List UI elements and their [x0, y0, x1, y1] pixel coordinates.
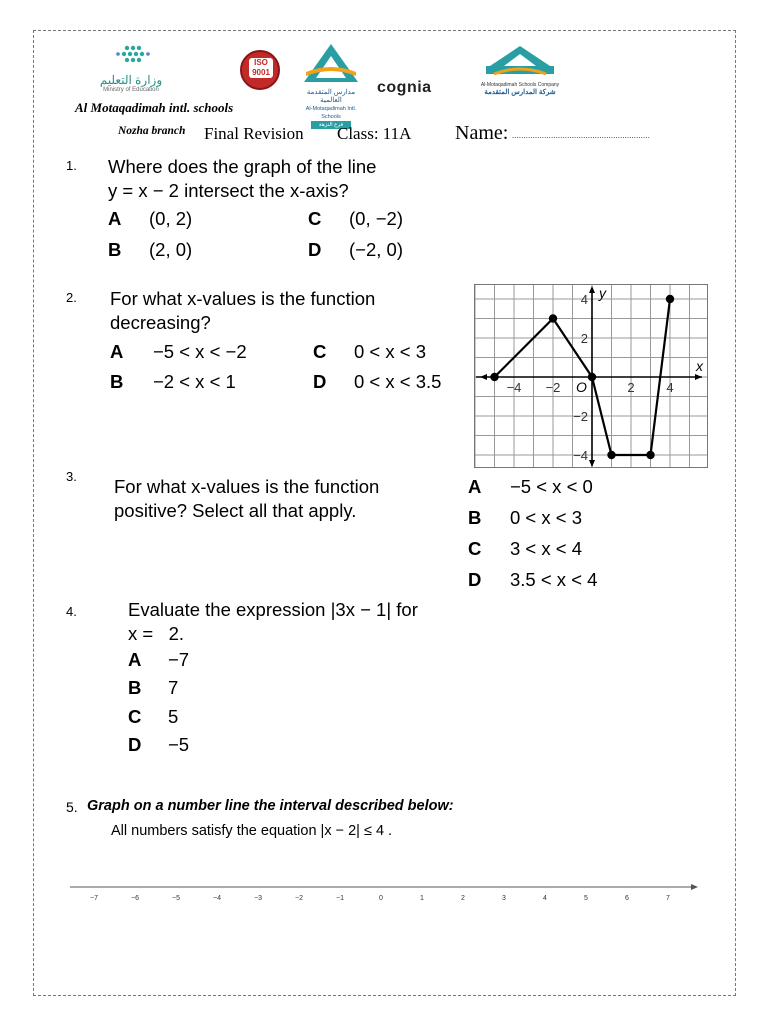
graph-point — [490, 373, 498, 381]
option-letter: D — [308, 239, 322, 260]
ministry-dots-icon — [96, 44, 166, 68]
y-axis-arrow-icon — [589, 460, 595, 467]
option-text: (2, 0) — [149, 239, 193, 260]
q3-option-c[interactable] — [468, 538, 582, 560]
option-text: (0, −2) — [349, 208, 403, 229]
x-axis-arrow-icon — [695, 374, 702, 380]
number-line-tick-label: 1 — [420, 895, 424, 902]
option-text: −5 — [168, 734, 190, 755]
q2-option-b[interactable] — [110, 371, 236, 393]
school-triangle-icon — [296, 42, 366, 84]
number-line-tick-label: −6 — [131, 895, 139, 902]
q3-option-b[interactable] — [468, 507, 582, 529]
option-letter: D — [128, 734, 142, 755]
name-label: Name: — [455, 122, 509, 144]
company-name-en: Al-Motaqadimah Schools Company — [480, 82, 560, 88]
q3-line2: positive? Select all that apply. — [114, 500, 357, 521]
q3-text — [114, 475, 379, 523]
option-text: 3 < x < 4 — [510, 538, 582, 559]
q3-option-d[interactable] — [468, 569, 598, 591]
q4-line2: x = 2. — [128, 623, 185, 644]
option-letter: C — [468, 538, 482, 559]
option-text: 0 < x < 3.5 — [354, 371, 442, 392]
option-letter: A — [108, 208, 122, 229]
number-line-tick-label: 5 — [584, 895, 588, 902]
q4-line1: Evaluate the expression |3x − 1| for — [128, 599, 418, 620]
iso-text: ISO — [254, 58, 268, 67]
number-line-tick-label: 7 — [666, 895, 670, 902]
x-tick-label: 2 — [627, 380, 635, 395]
cognia-logo: cognia — [377, 79, 432, 96]
number-line-tick-label: 2 — [461, 895, 465, 902]
function-graph — [474, 284, 708, 468]
option-letter: A — [468, 476, 482, 497]
q2-line1: For what x-values is the function — [110, 288, 376, 309]
number-line-tick-label: −3 — [254, 895, 262, 902]
y-tick-label: 4 — [580, 292, 588, 307]
y-tick-label: −4 — [573, 448, 588, 463]
graph-point — [588, 373, 596, 381]
q4-option-d[interactable] — [128, 734, 190, 756]
school-logo-ar: مدارس المتقدمة العالمية — [306, 89, 356, 104]
number-line-tick-label: −1 — [336, 895, 344, 902]
origin-label: O — [576, 379, 587, 395]
q1-option-c[interactable] — [308, 208, 403, 230]
option-text: −5 < x < −2 — [153, 341, 247, 362]
number-line-tick-label: −5 — [172, 895, 180, 902]
q5-number: 5. — [66, 799, 78, 815]
school-logo — [296, 42, 366, 128]
x-tick-label: 4 — [666, 380, 674, 395]
class-label: Class: 11A — [337, 124, 412, 143]
q5-statement: All numbers satisfy the equation |x − 2| ≤ 4 . — [111, 823, 393, 839]
number-line-tick-label: 6 — [625, 895, 629, 902]
number-line-tick-label: 4 — [543, 895, 547, 902]
ministry-name-en: Ministry of Education — [103, 87, 159, 93]
graph-point — [646, 451, 654, 459]
q4-option-b[interactable] — [128, 677, 179, 699]
q2-option-a[interactable] — [110, 341, 247, 363]
x-axis-label: x — [696, 358, 703, 374]
q3-number: 3. — [66, 469, 77, 484]
graph-point — [666, 295, 674, 303]
option-text: 0 < x < 3 — [510, 507, 582, 528]
graph-point — [549, 314, 557, 322]
y-tick-label: 2 — [580, 331, 588, 346]
option-text: −7 — [168, 649, 190, 670]
document-title: Final Revision — [204, 124, 304, 143]
option-letter: B — [110, 371, 124, 392]
option-text: 0 < x < 3 — [354, 341, 426, 362]
option-text: −5 < x < 0 — [510, 476, 593, 497]
y-tick-label: −2 — [573, 409, 588, 424]
option-letter: D — [468, 569, 482, 590]
iso-badge — [240, 50, 280, 90]
school-logo-en: Al-Motaqadimah Intl. Schools — [305, 106, 357, 120]
iso-number: 9001 — [252, 68, 270, 77]
option-text: (−2, 0) — [349, 239, 403, 260]
school-logo-branch: فرع النزهة — [311, 121, 351, 129]
q2-line2: decreasing? — [110, 312, 211, 333]
company-logo — [480, 44, 560, 99]
q1-number: 1. — [66, 158, 77, 173]
option-letter: A — [110, 341, 124, 362]
q1-line2: y = x − 2 intersect the x-axis? — [108, 180, 349, 201]
option-letter: B — [468, 507, 482, 528]
q3-option-a[interactable] — [468, 476, 593, 498]
y-axis-label: y — [599, 285, 606, 301]
number-line-tick-label: −7 — [90, 895, 98, 902]
name-field[interactable]: ............................................................ — [512, 131, 650, 140]
q3-line1: For what x-values is the function — [114, 476, 380, 497]
q2-option-c[interactable] — [313, 341, 426, 363]
y-axis-arrow-icon — [589, 286, 595, 293]
q1-option-d[interactable] — [308, 239, 403, 261]
q1-option-b[interactable] — [108, 239, 193, 261]
q1-option-a[interactable] — [108, 208, 193, 230]
number-line-tick-label: 3 — [502, 895, 506, 902]
ministry-name-ar: وزارة التعليم — [99, 73, 163, 87]
option-letter: B — [108, 239, 122, 260]
school-name: Al Motaqadimah intl. schools — [75, 100, 234, 115]
option-text: −2 < x < 1 — [153, 371, 236, 392]
company-roof-icon — [480, 44, 560, 76]
number-line-tick-label: −2 — [295, 895, 303, 902]
option-text: (0, 2) — [149, 208, 193, 229]
x-axis-arrow-icon — [480, 374, 487, 380]
q2-number: 2. — [66, 290, 77, 305]
option-letter: D — [313, 371, 327, 392]
q1-line1: Where does the graph of the line — [108, 156, 377, 177]
q4-text — [128, 598, 418, 646]
option-letter: C — [313, 341, 327, 362]
option-letter: C — [128, 706, 142, 727]
x-tick-label: −4 — [506, 380, 522, 395]
option-text: 7 — [168, 677, 179, 698]
x-tick-label: −2 — [545, 380, 561, 395]
branch-name: Nozha branch — [118, 125, 186, 137]
q5-instruction: Graph on a number line the interval described below: — [87, 798, 454, 814]
q2-option-d[interactable] — [313, 371, 442, 393]
number-line-tick-label: −4 — [213, 895, 221, 902]
option-letter: C — [308, 208, 322, 229]
option-text: 5 — [168, 706, 179, 727]
q4-option-a[interactable] — [128, 649, 190, 671]
q4-number: 4. — [66, 604, 77, 619]
q4-option-c[interactable] — [128, 706, 179, 728]
number-line-arrow-icon — [691, 884, 698, 890]
number-line-tick-label: 0 — [379, 895, 383, 902]
company-name-ar: شركة المدارس المتقدمة — [484, 89, 556, 96]
q1-text — [108, 155, 376, 203]
graph-point — [607, 451, 615, 459]
number-line[interactable] — [66, 878, 702, 908]
option-text: 3.5 < x < 4 — [510, 569, 598, 590]
option-letter: A — [128, 649, 142, 670]
ministry-logo — [96, 44, 166, 94]
q2-text — [110, 287, 375, 335]
option-letter: B — [128, 677, 142, 698]
